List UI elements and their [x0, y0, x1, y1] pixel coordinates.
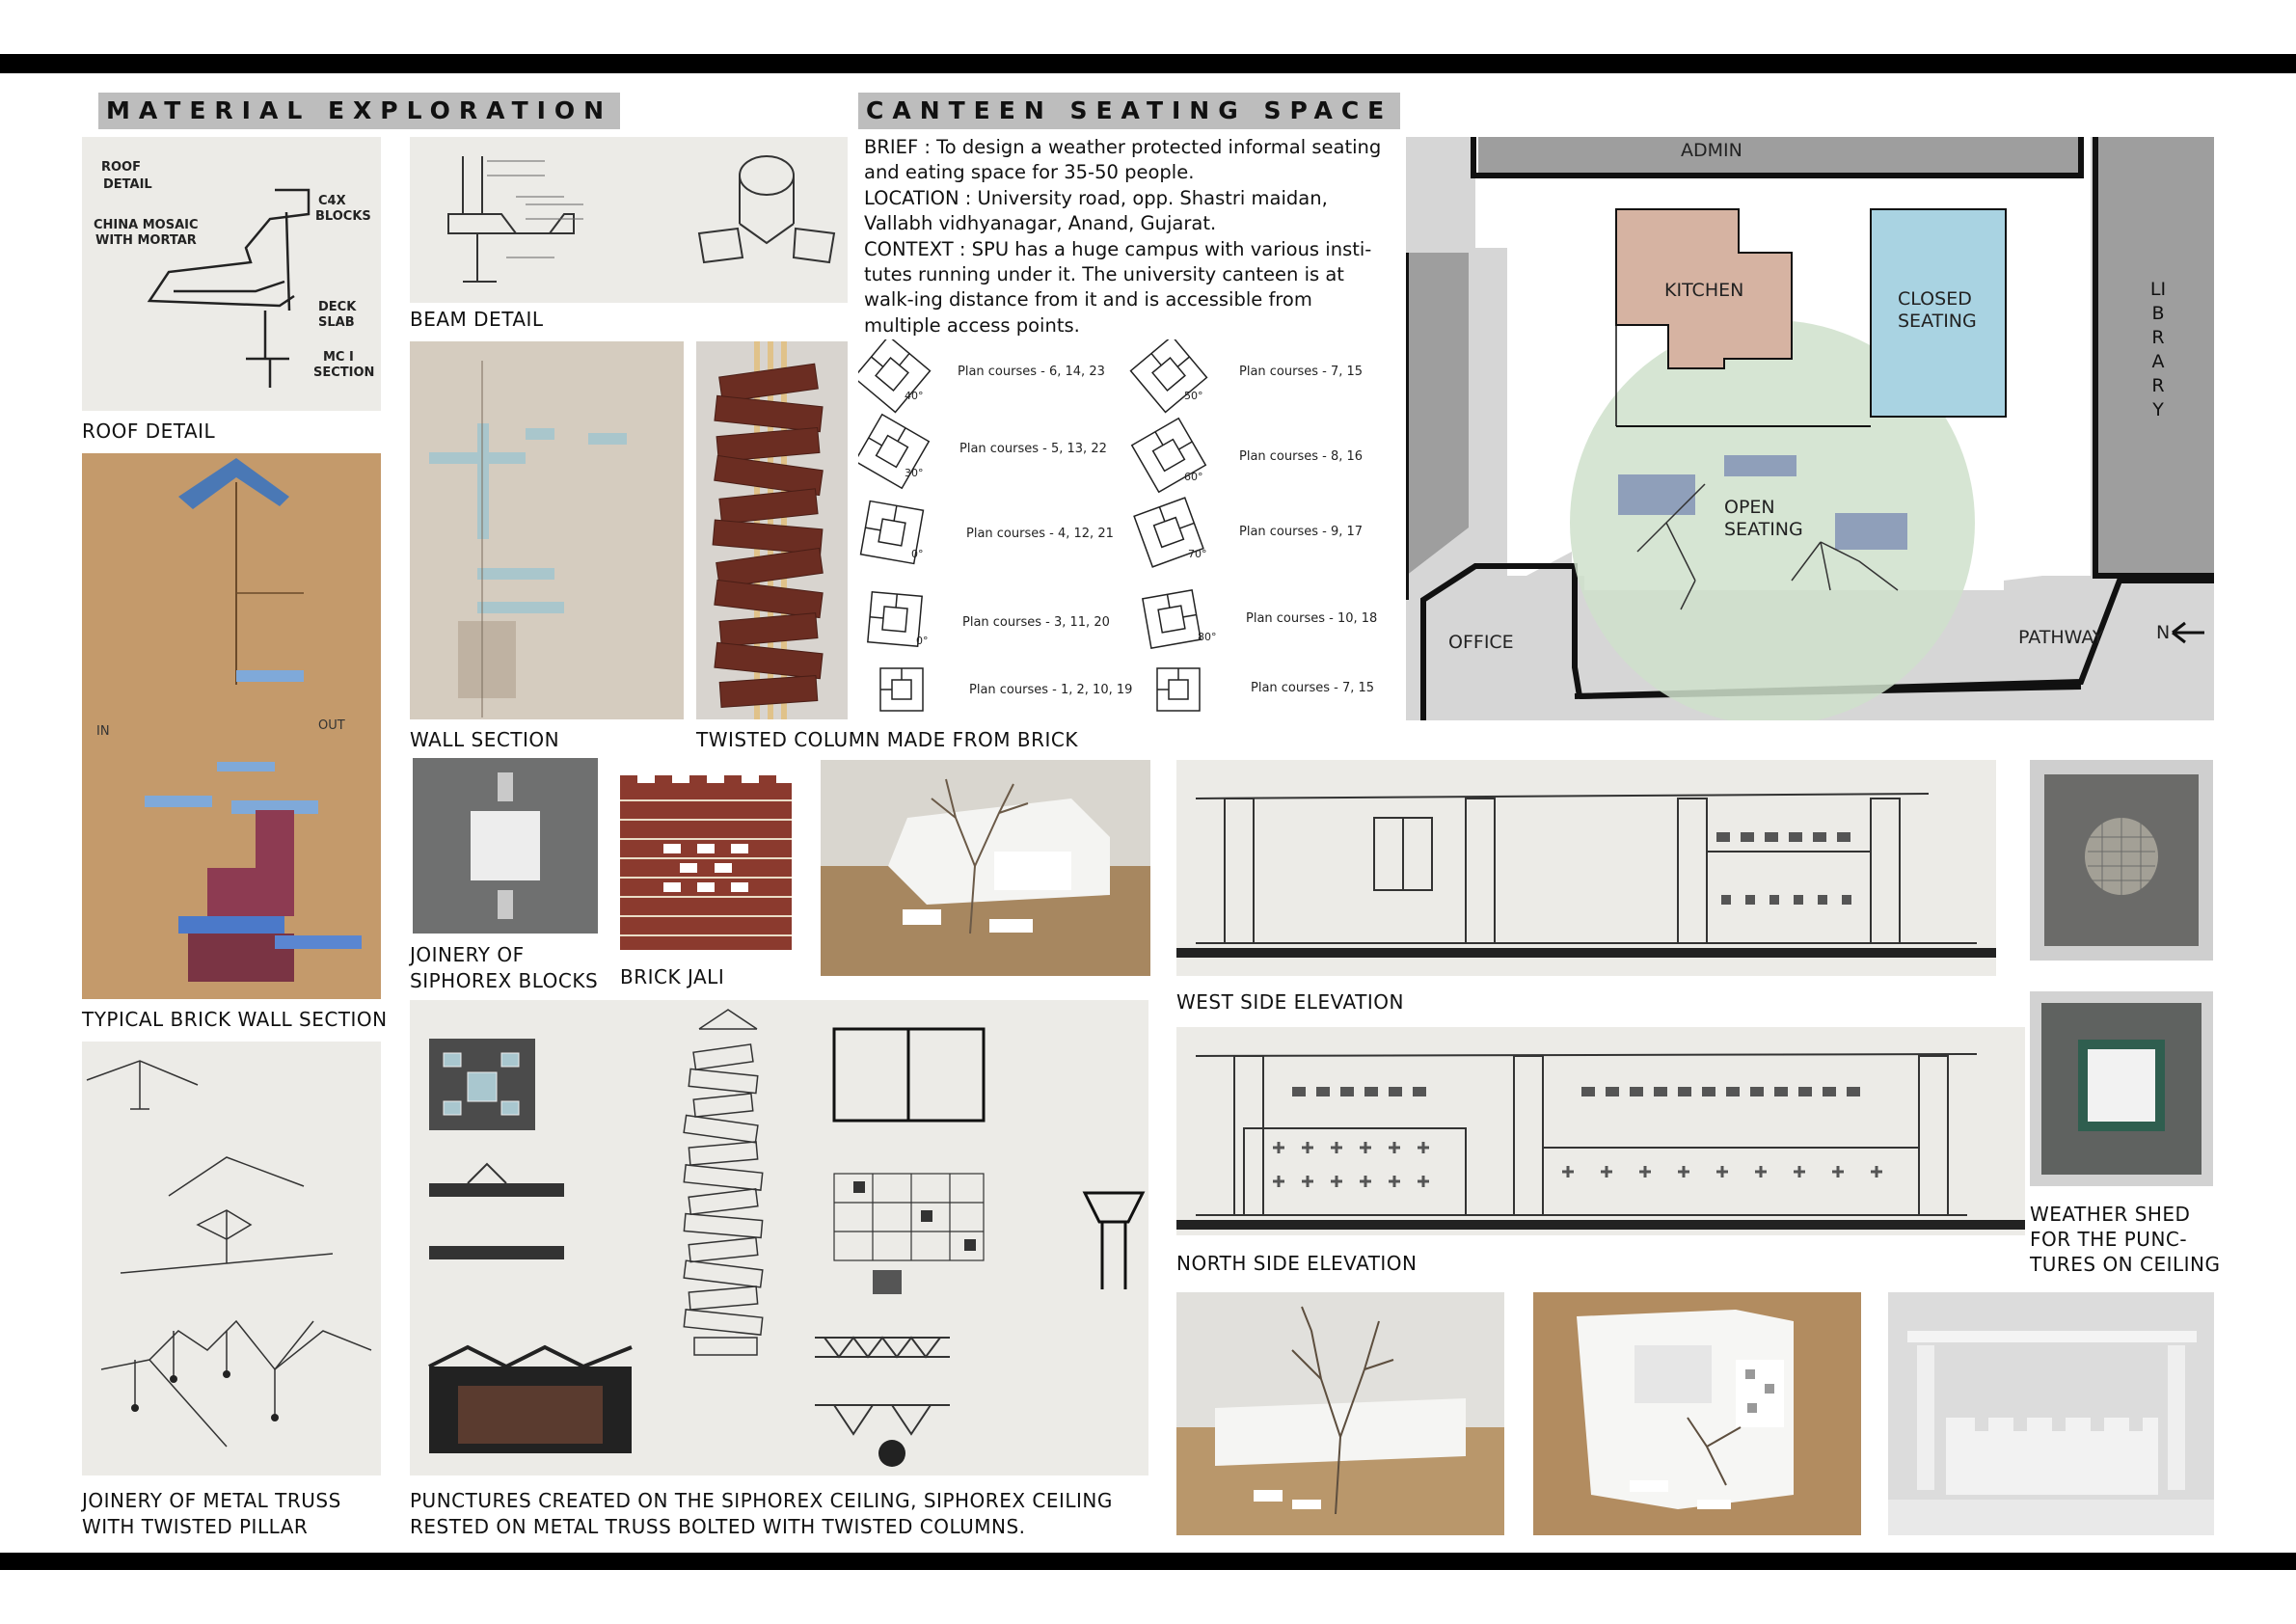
- weather-shed-caption-line2: FOR THE PUNC-: [2030, 1228, 2188, 1251]
- sketch-note: CHINA MOSAIC: [94, 218, 199, 232]
- plan-courses-grid: [858, 339, 1393, 717]
- wall-in-label: IN: [96, 724, 110, 739]
- canteen-seating-title: CANTEEN SEATING SPACE: [858, 93, 1400, 129]
- sketch-note: MC I: [323, 350, 354, 365]
- sketch-note: SLAB: [318, 315, 355, 330]
- sketch-note: ROOF: [101, 160, 141, 175]
- bench: [1835, 513, 1907, 550]
- open-seating-label: OPEN: [1724, 497, 1775, 518]
- north-elevation-drawing: [1176, 1027, 2025, 1235]
- course-label: Plan courses - 9, 17: [1239, 525, 1364, 539]
- brief-paragraph: BRIEF : To design a weather protected informal seating and eating space for 35-50 people.: [864, 136, 1382, 184]
- sketch-note: BLOCKS: [315, 209, 371, 224]
- brief-text-block: [864, 135, 1392, 338]
- beam-detail-caption: BEAM DETAIL: [410, 308, 544, 331]
- wall-out-label: OUT: [318, 718, 345, 733]
- roof-detail-sketch: [82, 137, 381, 411]
- canteen-model-photo: [821, 760, 1150, 976]
- sketch-note: DETAIL: [103, 177, 152, 192]
- joinery-siphorex-caption-line2: SIPHOREX BLOCKS: [410, 969, 599, 992]
- metal-truss-joinery-sketch: [82, 1042, 381, 1475]
- course-angle: 0°: [916, 635, 929, 647]
- weather-shed-photo-top: [2030, 760, 2213, 961]
- library-label: LIBRARY: [2149, 279, 2167, 420]
- sketch-note: WITH MORTAR: [95, 233, 197, 248]
- course-angle: 50°: [1184, 390, 1203, 402]
- twisted-column-model: [696, 341, 848, 719]
- twisted-column-caption: TWISTED COLUMN MADE FROM BRICK: [696, 728, 1078, 751]
- bench: [1724, 455, 1796, 476]
- course-label: Plan courses - 10, 18: [1246, 611, 1378, 626]
- sketch-note: SECTION: [313, 365, 375, 380]
- punctures-ceiling-sketch-sheet: [410, 1000, 1148, 1475]
- course-label: Plan courses - 6, 14, 23: [958, 365, 1105, 379]
- office-label: OFFICE: [1448, 632, 1514, 653]
- course-angle: 70°: [1188, 548, 1207, 560]
- admin-label: ADMIN: [1681, 140, 1742, 161]
- weather-shed-caption-line3: TURES ON CEILING: [2030, 1253, 2221, 1276]
- weather-shed-caption-line1: WEATHER SHED: [2030, 1203, 2191, 1226]
- brick-jali-caption: BRICK JALI: [620, 965, 725, 988]
- joinery-truss-caption-line2: WITH TWISTED PILLAR: [82, 1515, 309, 1538]
- north-elevation-caption: NORTH SIDE ELEVATION: [1176, 1252, 1418, 1275]
- site-plan: [1406, 137, 2214, 720]
- closed-seating-label: CLOSED: [1898, 288, 1972, 310]
- context-paragraph: CONTEXT : SPU has a huge campus with various insti-tutes running under it. The university canteen is at walk-ing distance from it and is accessible from multiple access points.: [864, 237, 1372, 337]
- course-label: Plan courses - 7, 15: [1239, 365, 1364, 379]
- punctures-caption-line2: RESTED ON METAL TRUSS BOLTED WITH TWISTED COLUMNS.: [410, 1515, 1026, 1538]
- top-border-bar: [0, 54, 2296, 73]
- course-angle: 40°: [905, 390, 924, 402]
- kitchen-label: KITCHEN: [1664, 280, 1744, 301]
- brick-jali-model: [620, 762, 792, 950]
- course-label: Plan courses - 4, 12, 21: [966, 527, 1114, 541]
- punctures-caption-line1: PUNCTURES CREATED ON THE SIPHOREX CEILING, SIPHOREX CEILING: [410, 1489, 1113, 1512]
- west-elevation-drawing: [1176, 760, 1996, 976]
- closed-seating-label: SEATING: [1898, 311, 1977, 332]
- siphorex-joinery-model: [413, 758, 598, 934]
- course-label: Plan courses - 1, 2, 10, 19: [969, 683, 1133, 697]
- roof-detail-caption: ROOF DETAIL: [82, 420, 216, 443]
- open-seating-label: SEATING: [1724, 519, 1803, 540]
- course-label: Plan courses - 8, 16: [1239, 449, 1364, 464]
- north-label: N: [2156, 622, 2171, 643]
- bottom-border-bar: [0, 1553, 2296, 1570]
- model-photo-tree-front: [1176, 1292, 1504, 1535]
- joinery-truss-caption-line1: JOINERY OF METAL TRUSS: [82, 1489, 341, 1512]
- bench: [1618, 474, 1695, 515]
- typical-brick-wall-caption: TYPICAL BRICK WALL SECTION: [82, 1008, 388, 1031]
- beam-detail-sketch: [410, 137, 848, 303]
- sketch-note: C4X: [318, 194, 346, 208]
- weather-shed-photo-bottom: [2030, 991, 2213, 1186]
- model-photo-interior: [1888, 1292, 2214, 1535]
- course-angle: 0°: [911, 548, 924, 560]
- course-angle: 80°: [1198, 631, 1217, 643]
- wall-section-model: [410, 341, 684, 719]
- course-angle: 60°: [1184, 471, 1203, 483]
- joinery-siphorex-caption-line1: JOINERY OF: [410, 943, 525, 966]
- sketch-note: DECK: [318, 300, 357, 314]
- brick-wall-section-model: [82, 453, 381, 999]
- west-elevation-caption: WEST SIDE ELEVATION: [1176, 990, 1404, 1014]
- pathway-label: PATHWAY: [2018, 627, 2104, 648]
- course-label: Plan courses - 5, 13, 22: [959, 442, 1107, 456]
- course-label: Plan courses - 3, 11, 20: [962, 615, 1110, 630]
- course-label: Plan courses - 7, 15: [1251, 681, 1375, 695]
- location-paragraph: LOCATION : University road, opp. Shastri maidan, Vallabh vidhyanagar, Anand, Gujarat.: [864, 186, 1328, 235]
- material-exploration-title: MATERIAL EXPLORATION: [98, 93, 620, 129]
- wall-section-caption: WALL SECTION: [410, 728, 560, 751]
- course-angle: 30°: [905, 467, 924, 479]
- model-photo-top-view: [1533, 1292, 1861, 1535]
